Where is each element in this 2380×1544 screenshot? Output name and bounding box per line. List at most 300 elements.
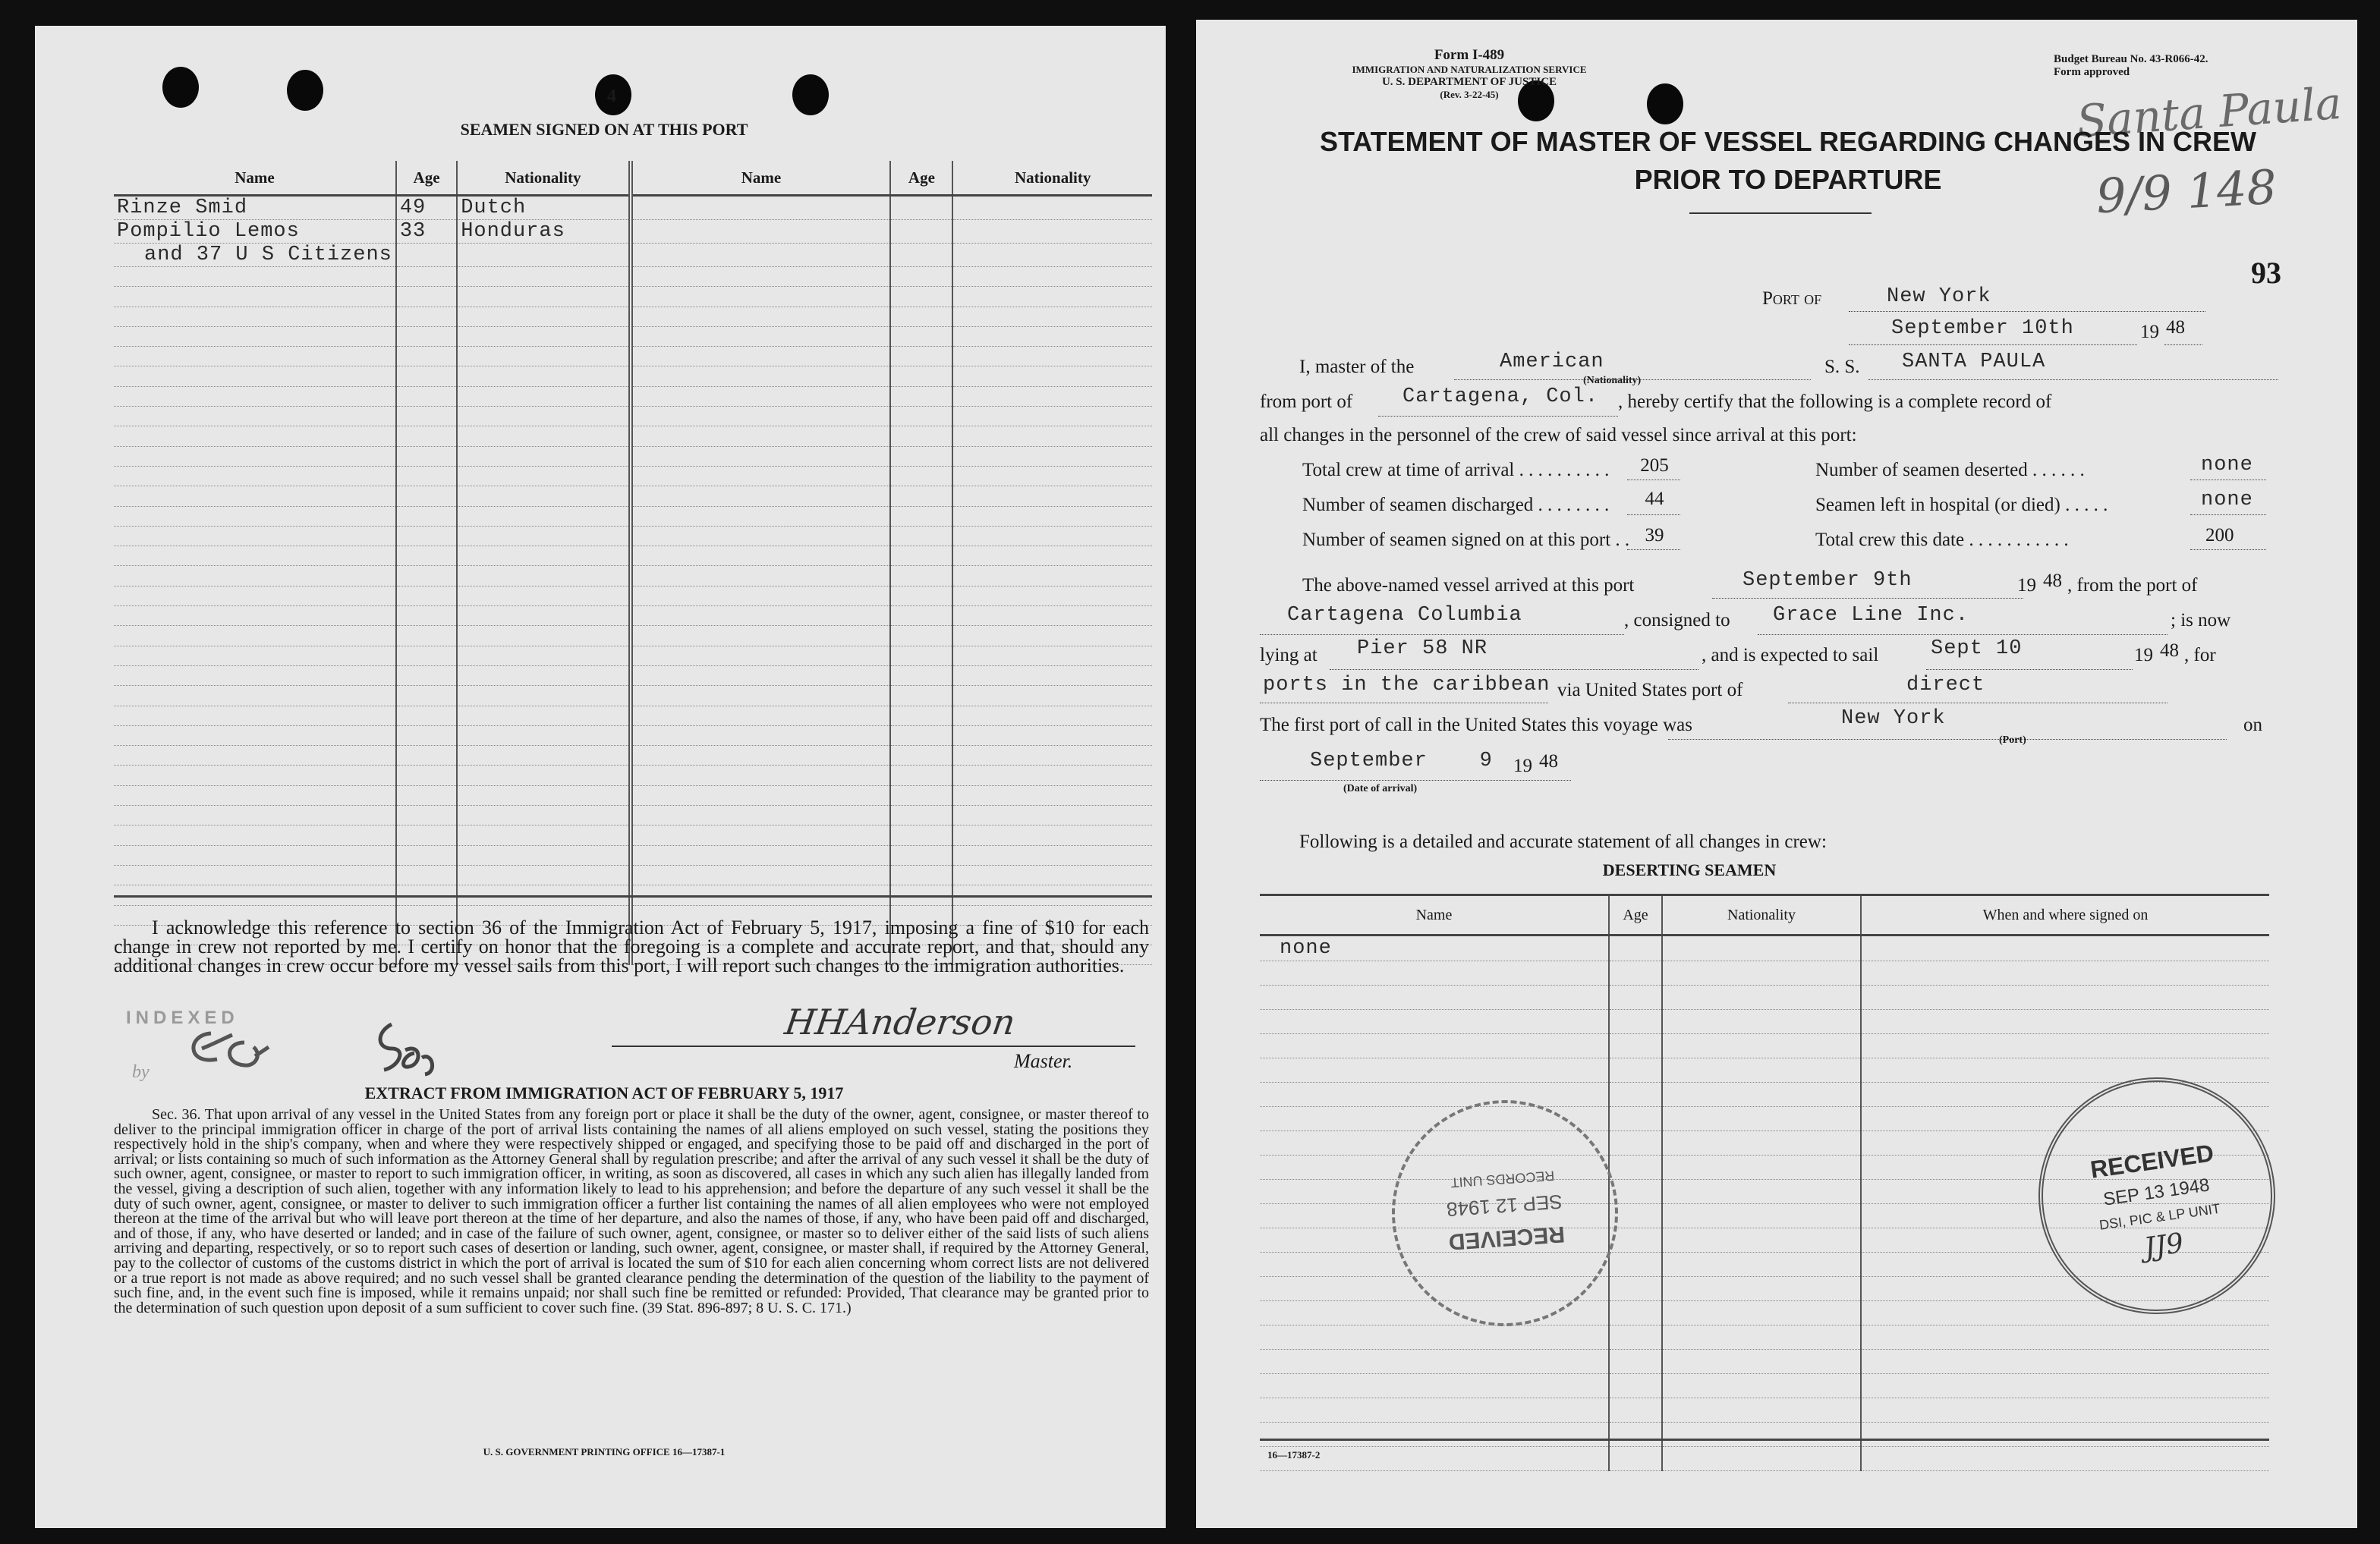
name-cell (631, 785, 891, 805)
stamp-date: SEP 12 1948 (1446, 1190, 1563, 1222)
age-cell (396, 486, 457, 506)
nationality-cell (457, 626, 630, 646)
nationality-cell (952, 267, 1152, 287)
nationality-cell (1662, 1156, 1861, 1180)
nationality-cell (1662, 1010, 1861, 1034)
port-caption: (Port) (1999, 734, 2026, 746)
nationality-cell (1662, 961, 1861, 986)
table-row (114, 546, 1152, 566)
vessel-name: SANTA PAULA (1902, 351, 2046, 373)
age-cell (1609, 961, 1662, 986)
table-row (114, 366, 1152, 386)
law-text: Sec. 36. That upon arrival of any vessel in the United States from any foreign port or place it shall be the duty of the owner, agent, consignee, or master thereof to deliver to the principal immigration officer in charge of the port of arrival lists containing the names of all aliens employed on such vessel, stating the positions they respectively hold in the ship's company, when and where they were respectively shipped or engaged, and specifying those to be paid off and discharged in the port of arrival; or lists containing so much of such information as the Attorney General shall by regulation prescribe; and after the arrival of any such vessel it shall be the duty of such owner, agent, consignee, or master to report to such immigration officer, in writing, as soon as discovered, all cases in which any such alien has illegally landed from the vessel, giving a description of such alien, together with any information likely to lead to his apprehension; and before the departure of any such vessel it shall be the duty of such owner, agent, consignee, or master to deliver to such immigration officer a further list containing the names of all alien employees who were not employed thereon at the time of the arrival but who will leave port thereon at the time of her departure, and also the names of those, if any, who have been paid off and discharged, and of those, if any, who have deserted or landed; and in case of the failure of such owner, agent, consignee, or master so to deliver either of the said lists of such aliens arriving and departing, respectively, or so to report such cases of desertion or landing, such owner, agent, consignee, or master shall, if required by the Attorney General, pay to the collector of customs of the customs district in which the port of arrival is located the sum of $10 for each alien concerning whom correct lists are not delivered or a true report is not made as above required; and no such vessel shall be granted clearance pending the determination of the question of the liability to the payment of such fine, and, in the event such fine is imposed, while it remains unpaid; nor shall such fine be remitted or refunded: Provided, That clearance may be granted prior to the determination of such question upon deposit of a sum sufficient to cover such fine. (39 Stat. 896-897; 8 U. S. C. 171.) (114, 1106, 1149, 1316)
nationality-cell (952, 326, 1152, 346)
arrival-year-prefix: 19 (1513, 756, 1532, 776)
table-row (114, 785, 1152, 805)
column-header-name: Name (1260, 895, 1609, 936)
nationality-caption: (Nationality) (1583, 375, 1642, 386)
port-of-line (1849, 311, 2205, 312)
age-cell (396, 366, 457, 386)
nationality-cell (1662, 1180, 1861, 1204)
is-now-label: ; is now (2171, 610, 2231, 630)
name-cell (1260, 1083, 1609, 1107)
nationality-cell (952, 446, 1152, 466)
destination: ports in the caribbean (1263, 674, 1550, 697)
signed-on-label: Number of seamen signed on at this port . . (1302, 530, 1630, 550)
name-cell (1260, 1325, 1609, 1350)
name-cell (114, 326, 396, 346)
from-port-value: Cartagena, Col. (1402, 385, 1599, 408)
name-cell (114, 686, 396, 706)
age-cell (396, 426, 457, 446)
left-printer-note: U. S. GOVERNMENT PRINTING OFFICE 16—17387-1 (483, 1446, 726, 1458)
name-cell (114, 386, 396, 406)
nationality-cell (952, 407, 1152, 426)
nationality-cell (1662, 1083, 1861, 1107)
table-row (114, 386, 1152, 406)
table-row (1260, 1447, 2269, 1471)
agency-line-2: U. S. DEPARTMENT OF JUSTICE (1381, 76, 1557, 88)
age-cell (890, 566, 952, 586)
age-cell (890, 426, 952, 446)
signed-on-cell (1861, 1423, 2269, 1447)
name-cell (631, 766, 891, 785)
statement-date: September 10th (1891, 317, 2074, 340)
nationality-cell (457, 546, 630, 566)
age-cell (396, 347, 457, 366)
age-cell (890, 646, 952, 665)
name-cell (631, 307, 891, 326)
name-cell (631, 626, 891, 646)
table-row (114, 426, 1152, 446)
stamp-unit: RECORDS UNIT (1450, 1168, 1555, 1190)
nationality-cell (457, 506, 630, 526)
table-row (1260, 1058, 2269, 1083)
name-cell (1260, 1058, 1609, 1083)
nationality-cell (952, 845, 1152, 865)
table-row (1260, 1010, 2269, 1034)
nationality-cell (1662, 1325, 1861, 1350)
age-cell (890, 196, 952, 220)
nationality-cell (1662, 1107, 1861, 1131)
consigned-label: , consigned to (1624, 610, 1730, 630)
name-cell (631, 267, 891, 287)
nationality-cell (457, 366, 630, 386)
nationality-cell (1662, 1277, 1861, 1301)
column-header-nationality: Nationality (457, 161, 630, 196)
age-cell (890, 526, 952, 546)
sheet-number: 93 (2251, 256, 2281, 290)
column-header-nationality: Nationality (1662, 895, 1861, 936)
table-row (114, 766, 1152, 785)
age-cell (396, 526, 457, 546)
age-cell (1609, 1253, 1662, 1277)
arrival-date-line (1260, 780, 1571, 781)
nationality-cell (457, 267, 630, 287)
form-header (1272, 47, 1667, 101)
master-of-label: I, master of the (1299, 357, 1415, 377)
nationality-cell (952, 686, 1152, 706)
name-cell (114, 845, 396, 865)
table-row (1260, 936, 2269, 961)
name-cell (114, 646, 396, 665)
age-cell (890, 347, 952, 366)
nationality-cell (952, 566, 1152, 586)
nationality-cell (952, 347, 1152, 366)
age-cell (396, 267, 457, 287)
on-label: on (2243, 715, 2262, 735)
table-bottom-rule (1260, 1439, 2269, 1441)
table-row (1260, 1325, 2269, 1350)
name-cell (631, 725, 891, 745)
lying-at: Pier 58 NR (1357, 637, 1488, 660)
table-row (114, 746, 1152, 766)
signed-on-cell (1861, 1034, 2269, 1058)
stat-line (1627, 549, 1680, 550)
column-header-name: Name (631, 161, 891, 196)
consigned-line (1758, 634, 2168, 635)
name-cell (631, 386, 891, 406)
name-cell (631, 706, 891, 725)
table-header-row (1260, 895, 2269, 936)
nationality-cell (952, 606, 1152, 626)
arrived-line (1712, 598, 2023, 599)
name-cell (631, 546, 891, 566)
name-cell (114, 806, 396, 825)
name-cell (631, 566, 891, 586)
age-cell (396, 626, 457, 646)
nationality-cell (952, 865, 1152, 885)
age-cell (890, 366, 952, 386)
table-row (1260, 961, 2269, 986)
left-title: SEAMEN SIGNED ON AT THIS PORT (460, 120, 748, 139)
name-cell (114, 706, 396, 725)
age-cell (890, 606, 952, 626)
name-cell (114, 267, 396, 287)
nationality-cell (952, 785, 1152, 805)
age-cell (1609, 1325, 1662, 1350)
nationality-cell (457, 665, 630, 685)
indexed-stamp: INDEXED (126, 1008, 239, 1028)
nationality-cell (952, 196, 1152, 220)
nationality-cell (952, 466, 1152, 486)
name-cell (1260, 986, 1609, 1010)
nationality-cell (457, 287, 630, 307)
age-cell (1609, 1350, 1662, 1374)
age-cell: 33 (396, 220, 457, 244)
name-cell (1260, 1398, 1609, 1423)
punch-hole (162, 67, 199, 108)
nationality-cell (457, 686, 630, 706)
sail-year-prefix: 19 (2134, 645, 2153, 665)
age-cell (890, 546, 952, 566)
signed-on-cell (1861, 1374, 2269, 1398)
table-row (114, 665, 1152, 685)
arrival-date: September 9 (1310, 750, 1493, 772)
nationality-cell (1662, 986, 1861, 1010)
name-cell (1260, 961, 1609, 986)
date-of-arrival-caption: (Date of arrival) (1343, 783, 1418, 794)
table-row (114, 407, 1152, 426)
title-rule (1689, 212, 1872, 214)
table-row (1260, 1423, 2269, 1447)
name-cell (631, 606, 891, 626)
name-cell (631, 646, 891, 665)
table-row (1260, 1374, 2269, 1398)
age-cell (396, 746, 457, 766)
table-row (114, 446, 1152, 466)
table-row (114, 725, 1152, 745)
table-row (114, 566, 1152, 586)
year-prefix: 19 (2140, 322, 2159, 342)
sail-year: 48 (2160, 640, 2179, 661)
stat-line (2190, 549, 2266, 550)
table-row (114, 845, 1152, 865)
name-cell (631, 287, 891, 307)
signed-on-cell (1861, 1398, 2269, 1423)
age-cell (396, 244, 457, 267)
ss-label: S. S. (1824, 357, 1860, 377)
age-cell (1609, 1447, 1662, 1471)
table-row (114, 686, 1152, 706)
nationality-cell (952, 287, 1152, 307)
age-cell (890, 806, 952, 825)
age-cell (396, 646, 457, 665)
table-row (114, 646, 1152, 665)
nationality-cell (457, 386, 630, 406)
age-cell (890, 244, 952, 267)
form-id: Form I-489 (1434, 47, 1505, 63)
age-cell (890, 307, 952, 326)
age-cell (396, 506, 457, 526)
name-cell (114, 586, 396, 605)
name-cell (114, 466, 396, 486)
seamen-signed-on-table (114, 161, 1152, 965)
name-cell (631, 220, 891, 244)
nationality-cell (952, 646, 1152, 665)
name-cell (114, 366, 396, 386)
nationality-cell (457, 766, 630, 785)
arrived-year-prefix: 19 (2017, 575, 2036, 596)
column-header-age: Age (396, 161, 457, 196)
deserted-value: none (2201, 454, 2253, 476)
name-cell (114, 347, 396, 366)
nationality-cell (952, 526, 1152, 546)
total-arrival-value: 205 (1640, 455, 1669, 476)
age-cell (396, 466, 457, 486)
nationality-cell: Honduras (457, 220, 630, 244)
age-cell (890, 785, 952, 805)
nationality-cell (457, 825, 630, 845)
nationality-cell (457, 466, 630, 486)
table-row (114, 806, 1152, 825)
table-row (114, 244, 1152, 267)
age-cell (396, 665, 457, 685)
column-header-name: Name (114, 161, 396, 196)
nationality-cell (457, 806, 630, 825)
nationality-cell (952, 665, 1152, 685)
age-cell (890, 466, 952, 486)
lying-at-line (1330, 669, 1698, 670)
signed-on-cell (1861, 1447, 2269, 1471)
nationality-cell (1662, 1204, 1861, 1228)
for-label: , for (2184, 645, 2216, 665)
name-cell (631, 665, 891, 685)
nationality-cell (1662, 1447, 1861, 1471)
name-cell (114, 546, 396, 566)
table-row (114, 326, 1152, 346)
table-row (1260, 1350, 2269, 1374)
table-row (1260, 986, 2269, 1010)
age-cell (890, 706, 952, 725)
discharged-label: Number of seamen discharged . . . . . . . . (1302, 495, 1610, 515)
nationality-cell (457, 326, 630, 346)
nationality-cell (952, 746, 1152, 766)
table-header-row (114, 161, 1152, 196)
table-row (114, 466, 1152, 486)
stamp-unit: DSI, PIC & LP UNIT (2098, 1200, 2221, 1233)
table-row (114, 865, 1152, 885)
acknowledgement-text: I acknowledge this reference to section 36 of the Immigration Act of February 5, 1917, imposing a fine of $10 for each change in crew not reported by me. I certify on honor that the foregoing is a complete and accurate report, and that, should any additional changes in crew occur before my vessel sails from this port, I will report such changes to the immigration authorities. (114, 917, 1149, 976)
name-cell: and 37 U S Citizens (114, 244, 396, 267)
nationality-cell (952, 706, 1152, 725)
signed-on-cell (1861, 986, 2269, 1010)
nationality-cell (457, 586, 630, 605)
name-cell (631, 845, 891, 865)
name-cell (631, 426, 891, 446)
age-cell (890, 746, 952, 766)
first-port: New York (1841, 707, 1946, 730)
nationality-cell (952, 506, 1152, 526)
nationality-cell (952, 806, 1152, 825)
nationality-cell (952, 307, 1152, 326)
name-cell (1260, 1350, 1609, 1374)
nationality-cell (457, 347, 630, 366)
deserted-label: Number of seamen deserted . . . . . . (1815, 460, 2085, 480)
nationality-cell (1662, 1034, 1861, 1058)
by-label: by (132, 1062, 150, 1082)
nationality-cell (457, 845, 630, 865)
name-cell (631, 446, 891, 466)
table-row (114, 267, 1152, 287)
nationality-cell (1662, 1374, 1861, 1398)
age-cell (396, 766, 457, 785)
name-cell (114, 766, 396, 785)
name-cell (114, 825, 396, 845)
nationality-cell (457, 566, 630, 586)
age-cell (396, 326, 457, 346)
age-cell (890, 386, 952, 406)
signed-on-cell (1861, 1350, 2269, 1374)
table-row (114, 606, 1152, 626)
column-header-age: Age (890, 161, 952, 196)
name-cell (631, 526, 891, 546)
year-line (2164, 344, 2202, 345)
via-label: via United States port of (1557, 680, 1743, 700)
name-cell: Rinze Smid (114, 196, 396, 220)
age-cell (890, 766, 952, 785)
consigned-to: Grace Line Inc. (1773, 604, 1969, 627)
nationality-cell (952, 586, 1152, 605)
table-row (114, 196, 1152, 220)
table-row (114, 586, 1152, 605)
name-cell (114, 486, 396, 506)
age-cell (396, 865, 457, 885)
nationality-cell (457, 646, 630, 665)
table-bottom-rule (114, 895, 1152, 898)
column-header-age: Age (1609, 895, 1662, 936)
age-cell (890, 287, 952, 307)
name-cell (114, 785, 396, 805)
nationality-cell (952, 244, 1152, 267)
nationality-cell: Dutch (457, 196, 630, 220)
from-port-line (1378, 416, 1618, 417)
name-cell (114, 426, 396, 446)
age-cell (1609, 936, 1662, 961)
name-cell (1260, 1423, 1609, 1447)
age-cell (890, 825, 952, 845)
nationality-cell (1662, 1423, 1861, 1447)
name-cell (631, 865, 891, 885)
age-cell (1609, 1423, 1662, 1447)
name-cell (114, 606, 396, 626)
signed-on-cell (1861, 1058, 2269, 1083)
name-cell (114, 526, 396, 546)
handwritten-date: 9/9 148 (2095, 159, 2278, 225)
stamp-date: SEP 13 1948 (2101, 1175, 2212, 1210)
indexer-initials (172, 1005, 521, 1080)
total-arrival-label: Total crew at time of arrival . . . . . . . . . . (1302, 460, 1610, 480)
nationality-cell (457, 746, 630, 766)
column-header-signed-on: When and where signed on (1861, 895, 2269, 936)
via-port: direct (1906, 674, 1985, 697)
signed-on-cell (1861, 961, 2269, 986)
age-cell (396, 386, 457, 406)
nationality-cell (457, 244, 630, 267)
port-of-value: New York (1887, 285, 1991, 308)
table-row (114, 220, 1152, 244)
age-cell (396, 546, 457, 566)
page-number: 4 (607, 86, 616, 106)
nationality-cell (1662, 1228, 1861, 1253)
name-cell (631, 407, 891, 426)
signed-on-cell (1861, 1010, 2269, 1034)
total-today-value: 200 (2205, 525, 2234, 546)
nationality-cell (952, 825, 1152, 845)
arrived-label: The above-named vessel arrived at this port (1302, 575, 1635, 596)
age-cell (890, 845, 952, 865)
age-cell (396, 686, 457, 706)
age-cell (396, 566, 457, 586)
name-cell (631, 486, 891, 506)
nationality-cell (1662, 1253, 1861, 1277)
name-cell (114, 725, 396, 745)
age-cell (890, 220, 952, 244)
master-signature: HHAnderson (782, 1002, 1018, 1042)
age-cell (396, 806, 457, 825)
discharged-value: 44 (1645, 489, 1664, 509)
deserting-title: DESERTING SEAMEN (1602, 860, 1777, 879)
arrived-from-line (1260, 634, 1624, 635)
age-cell (1609, 986, 1662, 1010)
punch-hole (792, 74, 829, 115)
age-cell (396, 845, 457, 865)
age-cell (1609, 1398, 1662, 1423)
table-row (114, 825, 1152, 845)
arrived-from: Cartagena Columbia (1287, 604, 1522, 627)
stamp-received-text: RECEIVED (2089, 1139, 2216, 1184)
age-cell (890, 407, 952, 426)
